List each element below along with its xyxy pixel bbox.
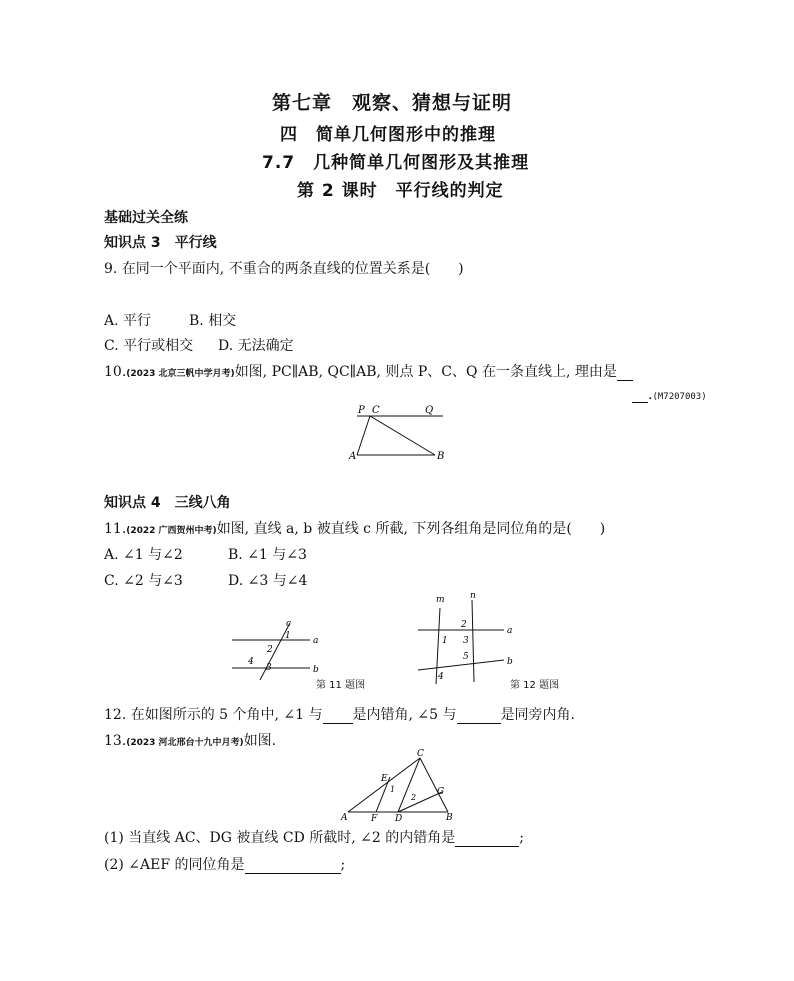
q13-number: 13. bbox=[104, 733, 127, 749]
q12-part3: 是同旁内角. bbox=[500, 707, 575, 723]
q9-option-c: C. 平行或相交 bbox=[104, 338, 194, 354]
q13-source: (2023 河北邢台十九中月考) bbox=[126, 738, 244, 748]
q13-sub1-text: (1) 当直线 AC、DG 被直线 CD 所截时, ∠2 的内错角是 bbox=[104, 830, 456, 846]
q9-option-a: A. 平行 bbox=[104, 313, 152, 329]
q11-option-a: A. ∠1 与∠2 bbox=[104, 547, 183, 563]
q12-caption: 第 12 题图 bbox=[510, 680, 560, 691]
q12-label-b: b bbox=[507, 657, 513, 667]
q10-label-a: A bbox=[349, 451, 357, 462]
q11-caption: 第 11 题图 bbox=[316, 680, 366, 691]
q12-label-5: 5 bbox=[463, 652, 469, 662]
q11-label-b: b bbox=[313, 665, 319, 675]
q12-part1: 12. 在如图所示的 5 个角中, ∠1 与 bbox=[104, 707, 323, 723]
chapter-title: 第七章 观察、猜想与证明 bbox=[272, 92, 513, 114]
q11-option-c: C. ∠2 与∠3 bbox=[104, 573, 183, 589]
q13-line bbox=[104, 730, 276, 750]
q11-label-4: 4 bbox=[248, 657, 254, 667]
q10-source: (2023 北京三帆中学月考) bbox=[126, 369, 235, 379]
q13-stem: 如图. bbox=[243, 733, 277, 749]
q11-line bbox=[104, 518, 605, 538]
q12-answer-blank-1[interactable] bbox=[323, 709, 353, 724]
q13-label-b: B bbox=[446, 813, 453, 822]
q10-label-q: Q bbox=[425, 405, 434, 416]
q13-label-d: D bbox=[395, 814, 403, 822]
q13-label-1: 1 bbox=[390, 785, 396, 794]
q13-answer-blank-1[interactable] bbox=[455, 832, 519, 847]
q11-label-1: 1 bbox=[285, 631, 291, 641]
q13-label-c: C bbox=[417, 749, 424, 759]
q11-label-3: 3 bbox=[266, 663, 272, 673]
q13-label-2: 2 bbox=[411, 793, 417, 802]
q10-label-b: B bbox=[437, 451, 445, 462]
q12-part2: 是内错角, ∠5 与 bbox=[352, 707, 457, 723]
q12-label-4: 4 bbox=[438, 672, 444, 682]
q12-label-n: n bbox=[470, 592, 476, 601]
q9-stem: 9. 在同一个平面内, 不重合的两条直线的位置关系是( ) bbox=[104, 261, 464, 277]
q13-answer-blank-2[interactable] bbox=[245, 859, 341, 874]
q10-answer-blank-2[interactable] bbox=[632, 388, 648, 403]
q11-figure bbox=[228, 618, 328, 682]
practice-title: 基础过关全练 bbox=[104, 210, 188, 226]
q10-line2 bbox=[632, 387, 707, 403]
q13-sub2-end: ; bbox=[340, 857, 346, 873]
q11-option-d: D. ∠3 与∠4 bbox=[228, 573, 308, 589]
q10-label-c: C bbox=[372, 405, 380, 416]
knowledge-point-4: 知识点 4 三线八角 bbox=[104, 495, 231, 511]
q13-label-a: A bbox=[341, 813, 348, 822]
q12-label-1: 1 bbox=[442, 636, 448, 646]
q12-label-2: 2 bbox=[461, 620, 467, 630]
q9-option-b: B. 相交 bbox=[189, 313, 237, 329]
q13-sub1 bbox=[104, 827, 524, 847]
q11-label-2: 2 bbox=[267, 645, 273, 655]
section-title: 四 简单几何图形中的推理 bbox=[280, 125, 496, 145]
q10-label-p: P bbox=[358, 405, 365, 416]
q11-option-b: B. ∠1 与∠3 bbox=[228, 547, 307, 563]
q10-code: (M7207003) bbox=[652, 392, 707, 402]
q10-number: 10. bbox=[104, 364, 127, 380]
subsection-title: 7.7 几种简单几何图形及其推理 bbox=[262, 153, 530, 173]
q13-label-g: G bbox=[437, 787, 445, 797]
q11-label-c: c bbox=[286, 619, 292, 629]
q9-option-d: D. 无法确定 bbox=[218, 338, 294, 354]
q10-figure bbox=[340, 400, 460, 465]
q10-stem: 如图, PC∥AB, QC∥AB, 则点 P、C、Q 在一条直线上, 理由是 bbox=[234, 364, 617, 380]
q11-source: (2022 广西贺州中考) bbox=[126, 526, 217, 536]
q11-stem: 如图, 直线 a, b 被直线 c 所截, 下列各组角是同位角的是( ) bbox=[216, 521, 606, 537]
q12-line bbox=[104, 704, 575, 724]
knowledge-point-3: 知识点 3 平行线 bbox=[104, 235, 217, 251]
q13-sub2 bbox=[104, 854, 345, 874]
q13-label-f: F bbox=[371, 814, 378, 822]
q13-sub1-end: ; bbox=[519, 830, 524, 846]
q13-figure bbox=[338, 748, 462, 822]
q10-answer-blank-1[interactable] bbox=[617, 366, 633, 381]
q12-figure bbox=[412, 592, 522, 684]
q12-label-m: m bbox=[436, 595, 445, 605]
q10-line bbox=[104, 361, 633, 381]
q13-sub2-text: (2) ∠AEF 的同位角是 bbox=[104, 857, 245, 873]
q10-end: . bbox=[648, 387, 653, 403]
q11-number: 11. bbox=[104, 521, 127, 537]
q12-label-3: 3 bbox=[463, 636, 469, 646]
q11-label-a: a bbox=[313, 636, 319, 646]
q12-answer-blank-2[interactable] bbox=[457, 709, 501, 724]
q13-label-e: E bbox=[381, 774, 388, 784]
q12-label-a: a bbox=[507, 626, 513, 636]
lesson-title: 第 2 课时 平行线的判定 bbox=[297, 181, 504, 201]
